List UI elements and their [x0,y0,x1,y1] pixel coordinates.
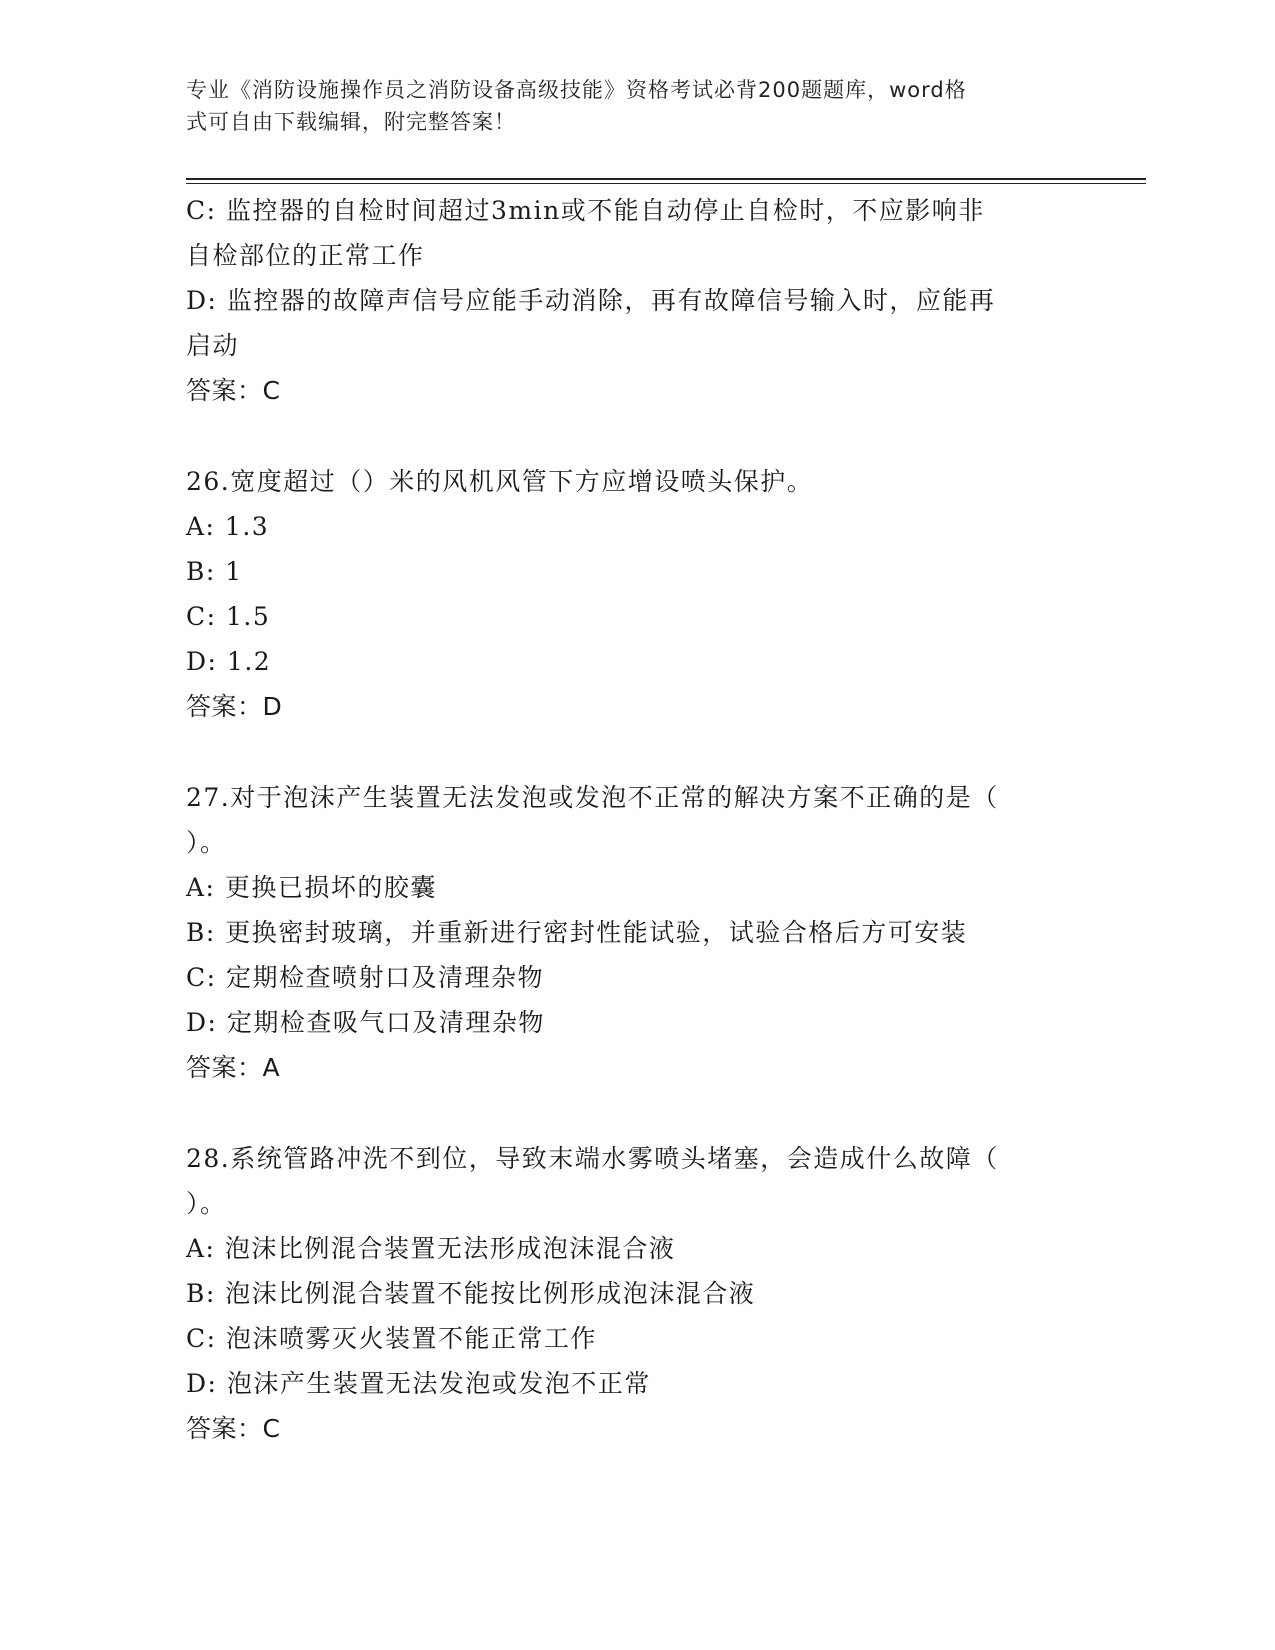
question-text-line-2: ）。 [186,828,227,857]
header-divider-thin [186,183,1146,184]
option-c: C: 泡沫喷雾灭火装置不能正常工作 [186,1324,597,1353]
spacer [186,1090,1086,1136]
question-text-line-1: 28.系统管路冲洗不到位，导致末端水雾喷头堵塞，会造成什么故障（ [186,1144,999,1173]
answer-text: 答案：A [186,1053,281,1082]
answer-text: 答案：C [186,1414,281,1443]
answer-text: 答案：C [186,376,281,405]
question-block-27 [186,775,1086,1090]
option-c: C: 1.5 [186,602,271,631]
question-text-line-2: ）。 [186,1189,227,1218]
question-text: 26.宽度超过（）米的风机风管下方应增设喷头保护。 [186,467,814,496]
option-b: B: 泡沫比例混合装置不能按比例形成泡沫混合液 [186,1279,756,1308]
question-content [186,188,1086,1451]
question-block-25-tail [186,188,1086,413]
option-d: D: 泡沫产生装置无法发泡或发泡不正常 [186,1369,651,1398]
question-block-28 [186,1136,1086,1451]
spacer [186,413,1086,459]
option-d: D: 定期检查吸气口及清理杂物 [186,1008,545,1037]
option-c: C: 定期检查喷射口及清理杂物 [186,963,544,992]
option-c-line-1: C: 监控器的自检时间超过3min或不能自动停止自检时，不应影响非 [186,196,985,225]
question-text-line-1: 27.对于泡沫产生装置无法发泡或发泡不正常的解决方案不正确的是（ [186,783,999,812]
spacer [186,729,1086,775]
option-b: B: 更换密封玻璃，并重新进行密封性能试验，试验合格后方可安装 [186,918,968,947]
option-d-line-2: 启动 [186,331,240,360]
option-d-line-1: D: 监控器的故障声信号应能手动消除，再有故障信号输入时，应能再 [186,286,996,315]
option-a: A: 1.3 [186,512,270,541]
option-b: B: 1 [186,557,243,586]
document-header [186,74,1066,138]
option-c-line-2: 自检部位的正常工作 [186,241,425,270]
question-block-26 [186,459,1086,729]
header-divider-thick [186,178,1146,180]
option-a: A: 更换已损坏的胶囊 [186,873,437,902]
header-line-2: 式可自由下载编辑，附完整答案！ [186,110,516,134]
answer-text: 答案：D [186,692,283,721]
option-d: D: 1.2 [186,647,272,676]
option-a: A: 泡沫比例混合装置无法形成泡沫混合液 [186,1234,676,1263]
header-line-1: 专业《消防设施操作员之消防设备高级技能》资格考试必背200题题库，word格 [186,78,967,102]
